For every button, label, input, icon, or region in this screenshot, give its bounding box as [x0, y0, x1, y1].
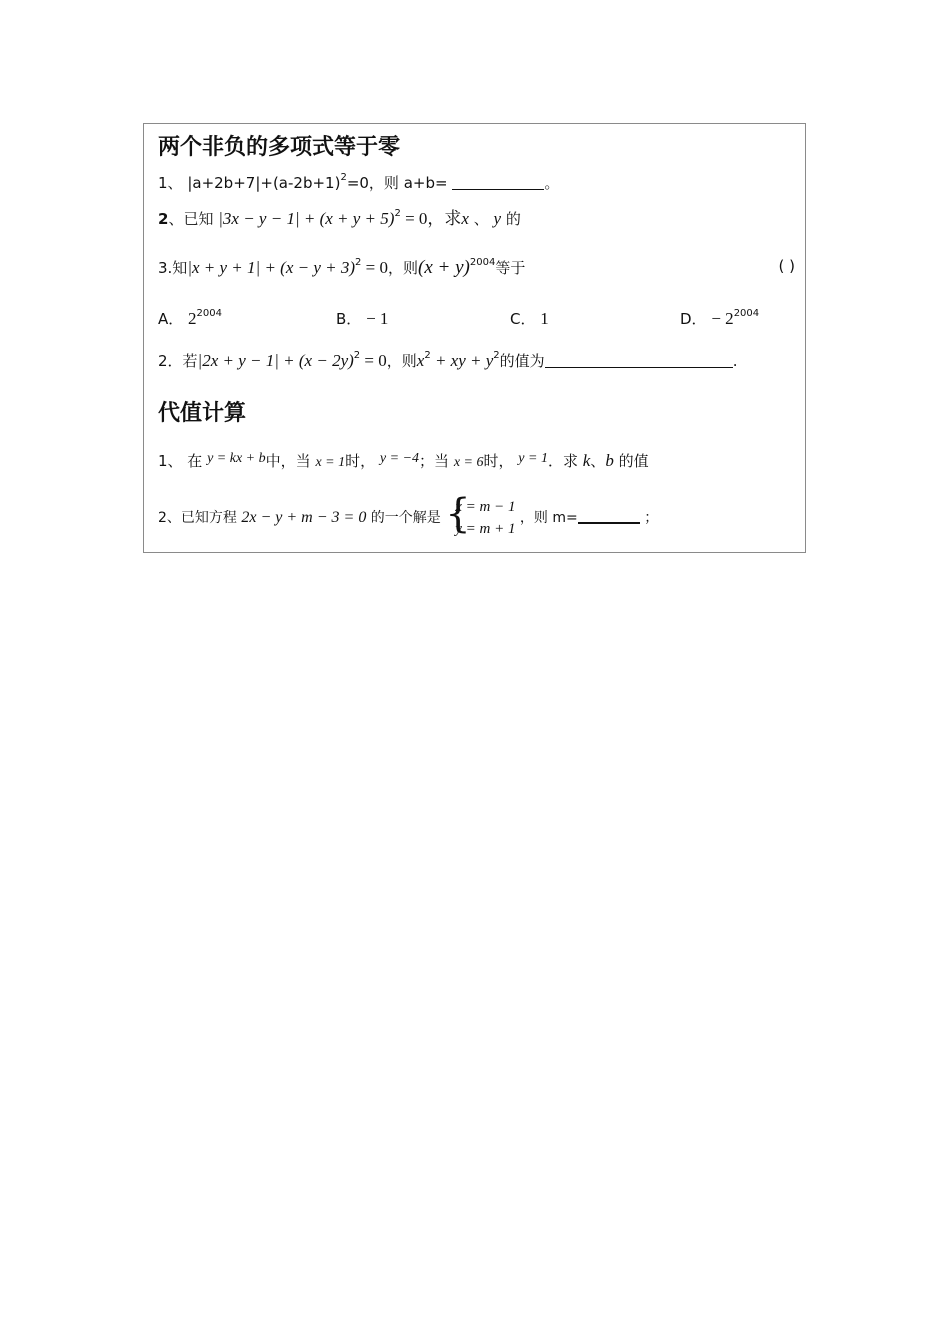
answer-blank[interactable] — [452, 189, 544, 190]
answer-paren[interactable]: ( ) — [778, 257, 795, 275]
option-c[interactable]: C． 1 — [510, 309, 549, 328]
section-title-nonnegative: 两个非负的多项式等于零 — [158, 134, 401, 160]
question-3-power: 3.知$|x + y + 1| + (x - y + 3)^2 = 0$，则$(x + y)^{2004}$等于 ( ) — [158, 257, 795, 278]
option-d[interactable]: D． − $2^{2004}$ — [680, 308, 760, 328]
answer-blank[interactable] — [578, 522, 640, 524]
option-a[interactable]: A． $2^{2004}$ — [158, 308, 222, 328]
question-2-solve-xy: 2、已知 $|3x - y - 1| + (x + y + 5)^2 = 0$，求x 、 y 的 — [158, 208, 521, 228]
question-equation-solution: 2、已知方程 2x − y + m − 3 = 0 的一个解是 { x = m − 1 y = m + 1 ，则 m= ； — [158, 496, 797, 540]
multiple-choice-options — [158, 308, 797, 332]
option-b[interactable]: B． − 1 — [336, 309, 389, 328]
question-linear-function: 1、 在 y = kx + b中，当 x = 1时， y = −4；当 x = 6时， y = 1．求 k、b 的值 — [158, 451, 649, 470]
equation-system: { x = m − 1 y = m + 1 — [445, 491, 516, 537]
answer-blank[interactable] — [545, 367, 733, 368]
section-title-substitution: 代值计算 — [158, 400, 247, 426]
question-1-sum: 1、 $|a+2b+7|+(a-2b+1)^2=0$，则 a+b= 。 — [158, 172, 560, 192]
brace-icon: { — [445, 491, 471, 537]
worksheet-box — [143, 123, 806, 553]
question-4-expression-value: 2．若$|2x + y - 1| + (x - 2y)^2 = 0$，则$x^2$ + xy + $y^2$的值为 . — [158, 350, 738, 370]
